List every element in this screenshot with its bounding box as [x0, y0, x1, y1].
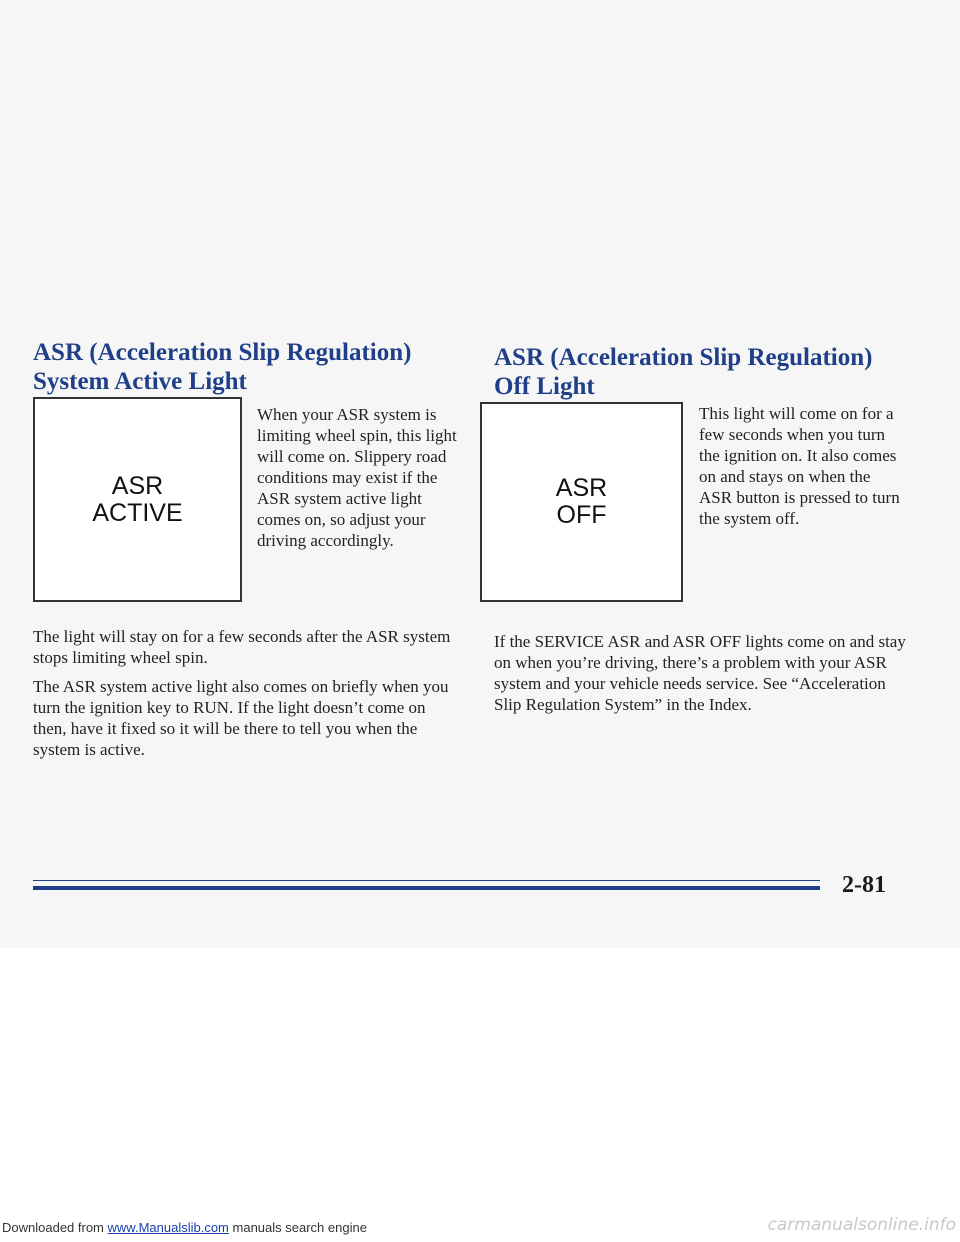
- left-paragraph-2: The ASR system active light also comes on briefly when you turn the ignition key to RUN. If the light doesn’t come on then, have it fixed so it will be there to tell you when the system is active.: [33, 677, 449, 759]
- asr-off-indicator: [480, 402, 683, 602]
- asr-off-line2: OFF: [556, 501, 607, 529]
- left-side-text: When your ASR system is limiting wheel spin, this light will come on. Slippery road conditions may exist if the ASR system active light comes on, so adjust your driving accordingly.: [257, 405, 457, 550]
- bottom-rule-thin: [33, 880, 820, 881]
- bottom-rule-thick: [33, 886, 820, 890]
- asr-active-line1: ASR: [111, 471, 164, 500]
- footer-link[interactable]: www.Manualslib.com: [107, 1220, 229, 1235]
- watermark: carmanualsonline.info: [767, 1215, 956, 1235]
- page-number: 2-81: [842, 872, 886, 898]
- footer-prefix: Downloaded from: [2, 1220, 104, 1235]
- asr-active-indicator: [33, 397, 242, 602]
- asr-active-line2: ACTIVE: [92, 498, 183, 527]
- asr-off-line1: ASR: [555, 474, 608, 502]
- footer: [2, 1220, 367, 1235]
- left-paragraph-1: The light will stay on for a few seconds after the ASR system stops limiting wheel spin.: [33, 627, 451, 667]
- right-paragraph-1: If the SERVICE ASR and ASR OFF lights come on and stay on when you’re driving, there’s a problem with your ASR system and your vehicle needs service. See “Acceleration Slip Regulation System” in the Index.: [494, 632, 906, 714]
- right-side-text: This light will come on for a few seconds when you turn the ignition on. It also comes on and stays on when the ASR button is pressed to turn the system off.: [699, 404, 900, 528]
- right-heading: ASR (Acceleration Slip Regulation) Off Light: [494, 344, 873, 400]
- left-heading: ASR (Acceleration Slip Regulation) System Active Light: [33, 339, 412, 395]
- footer-suffix: manuals search engine: [232, 1220, 367, 1235]
